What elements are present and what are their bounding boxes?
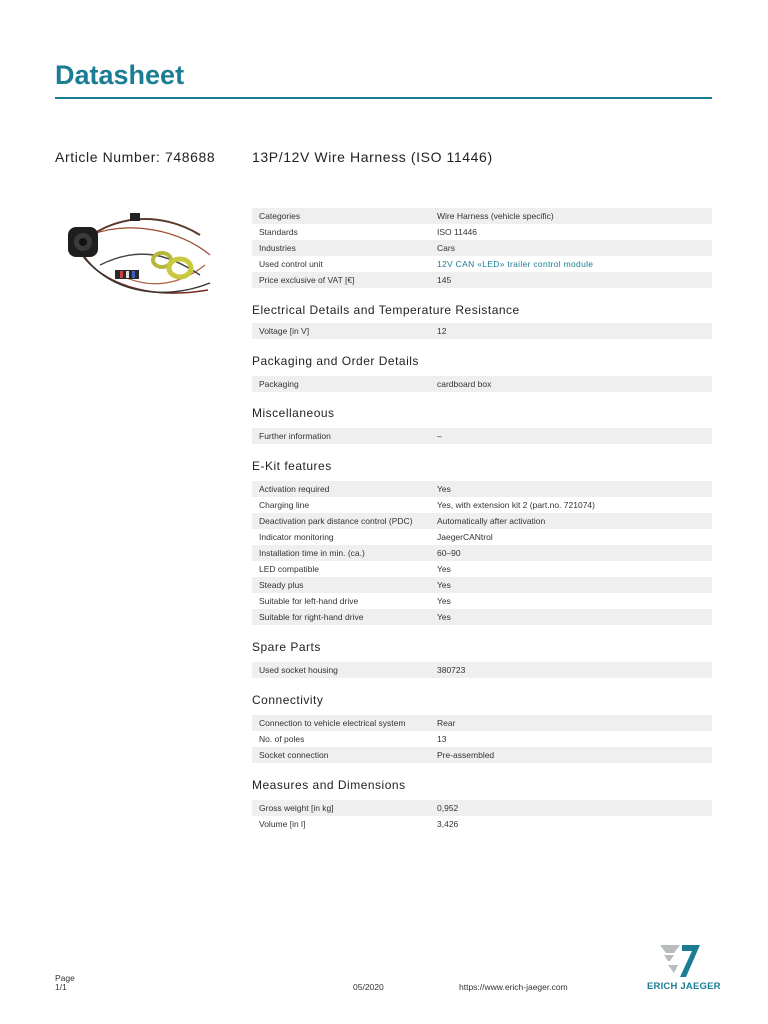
table-row [252, 800, 712, 816]
control-unit-link[interactable]: 12V CAN «LED» trailer control module [437, 259, 594, 269]
row-value: 13 [437, 734, 447, 744]
row-value: Yes [437, 484, 451, 494]
table-row [252, 224, 712, 240]
footer-date: 05/2020 [353, 982, 384, 992]
misc-table [252, 428, 712, 444]
title-divider [55, 97, 712, 99]
row-value: 0,952 [437, 803, 459, 813]
table-row [252, 497, 712, 513]
row-key: Price exclusive of VAT [€] [259, 275, 355, 285]
row-value: ISO 11446 [437, 227, 478, 237]
row-value: Wire Harness (vehicle specific) [437, 211, 554, 221]
spare-table [252, 662, 712, 678]
section-title-electrical: Electrical Details and Temperature Resistance [252, 303, 520, 317]
section-title-ekit: E-Kit features [252, 459, 332, 473]
table-row [252, 609, 712, 625]
row-key: LED compatible [259, 564, 320, 574]
row-key: Suitable for right-hand drive [259, 612, 364, 622]
table-row [252, 715, 712, 731]
table-row [252, 747, 712, 763]
page-label: Page [55, 973, 75, 983]
general-table [252, 208, 712, 288]
row-key: Used socket housing [259, 665, 338, 675]
section-title-spare: Spare Parts [252, 640, 321, 654]
row-key: Installation time in min. (ca.) [259, 548, 365, 558]
row-key: Used control unit [259, 259, 323, 269]
row-key: Indicator monitoring [259, 532, 334, 542]
row-key: Volume [in l] [259, 819, 306, 829]
ekit-table [252, 481, 712, 625]
table-row [252, 545, 712, 561]
table-row [252, 376, 712, 392]
page-number: 1/1 [55, 982, 67, 992]
logo-text: ERICH JAEGER [647, 981, 721, 992]
row-key: Standards [259, 227, 298, 237]
row-value: – [437, 431, 442, 441]
row-value: Cars [437, 243, 455, 253]
section-title-measures: Measures and Dimensions [252, 778, 406, 792]
row-key: Socket connection [259, 750, 329, 760]
spec-content [252, 208, 712, 832]
row-value: 145 [437, 275, 452, 285]
row-value: 380723 [437, 665, 466, 675]
footer-page [55, 974, 75, 992]
row-key: Deactivation park distance control (PDC) [259, 516, 413, 526]
row-value: Yes [437, 580, 451, 590]
row-value: Pre-assembled [437, 750, 495, 760]
table-row [252, 272, 712, 288]
row-value: JaegerCANtrol [437, 532, 493, 542]
electrical-table [252, 323, 712, 339]
table-row [252, 240, 712, 256]
table-row [252, 256, 712, 272]
table-row [252, 593, 712, 609]
connectivity-table [252, 715, 712, 763]
row-key: Activation required [259, 484, 330, 494]
table-row [252, 529, 712, 545]
table-row [252, 561, 712, 577]
row-key: Suitable for left-hand drive [259, 596, 359, 606]
footer-url[interactable]: https://www.erich-jaeger.com [459, 982, 568, 992]
table-row [252, 481, 712, 497]
row-value: cardboard box [437, 379, 492, 389]
product-image [60, 205, 216, 305]
page-title: Datasheet [55, 60, 185, 90]
row-value: Yes [437, 612, 451, 622]
row-key: Industries [259, 243, 296, 253]
row-key: Steady plus [259, 580, 304, 590]
row-key: Connection to vehicle electrical system [259, 718, 406, 728]
article-number: Article Number: 748688 [55, 149, 216, 165]
table-row [252, 323, 712, 339]
row-value: Rear [437, 718, 456, 728]
table-row [252, 816, 712, 832]
section-title-packaging: Packaging and Order Details [252, 354, 419, 368]
row-key: Further information [259, 431, 331, 441]
row-value: Yes [437, 564, 451, 574]
row-value: 3,426 [437, 819, 459, 829]
row-key: Categories [259, 211, 301, 221]
row-key: No. of poles [259, 734, 305, 744]
row-value: Automatically after activation [437, 516, 546, 526]
product-name: 13P/12V Wire Harness (ISO 11446) [252, 149, 493, 165]
row-key: Voltage [in V] [259, 326, 310, 336]
row-value: Yes, with extension kit 2 (part.no. 721074) [437, 500, 595, 510]
section-title-misc: Miscellaneous [252, 406, 335, 420]
table-row [252, 731, 712, 747]
row-key: Packaging [259, 379, 299, 389]
table-row [252, 208, 712, 224]
measures-table [252, 800, 712, 832]
row-value: 60–90 [437, 548, 461, 558]
row-value: 12 [437, 326, 447, 336]
packaging-table [252, 376, 712, 392]
table-row [252, 662, 712, 678]
table-row [252, 577, 712, 593]
section-title-connectivity: Connectivity [252, 693, 324, 707]
row-key: Gross weight [in kg] [259, 803, 334, 813]
row-value: Yes [437, 596, 451, 606]
table-row [252, 513, 712, 529]
row-key: Charging line [259, 500, 310, 510]
table-row [252, 428, 712, 444]
